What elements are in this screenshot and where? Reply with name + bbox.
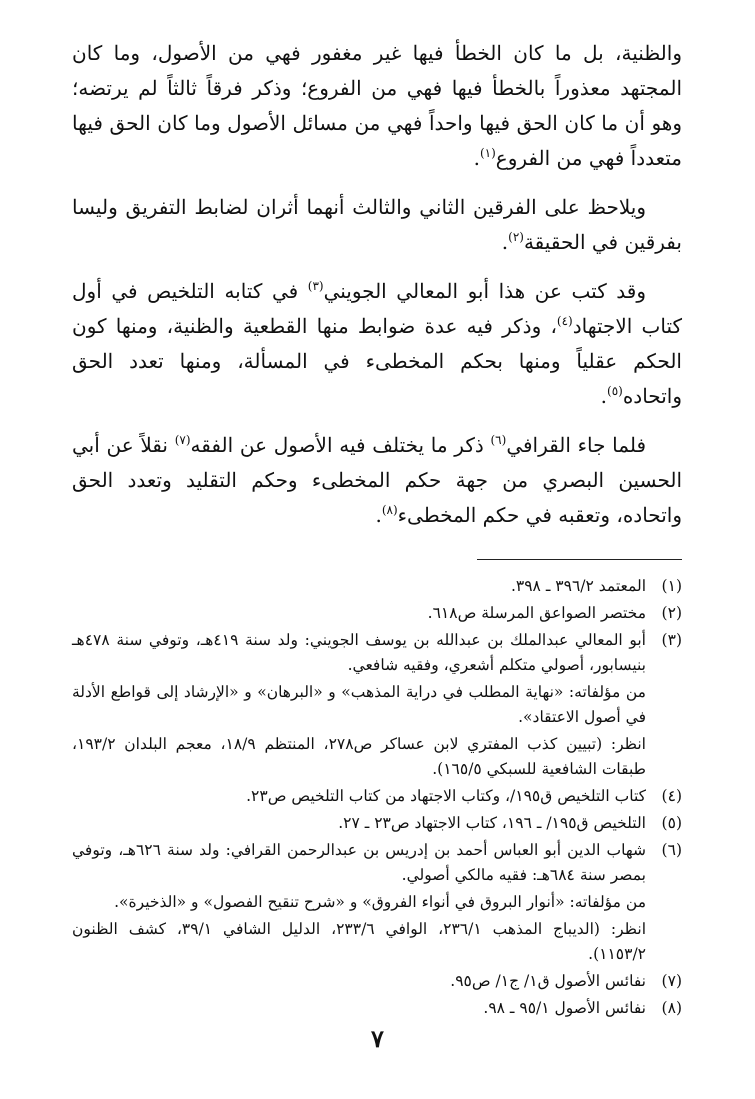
footnote-marker: (٤) (556, 314, 573, 328)
footnote-number: (٥) (661, 814, 682, 832)
footnote (72, 628, 682, 784)
footnote-text: انظر: (الديباج المذهب ٢٣٦/١، الوافي ٢٣٣/٦، الدليل الشافي ٣٩/١، كشف الظنون ١١٥٣/٢). (72, 920, 647, 963)
footnote-marker: (١) (479, 146, 496, 160)
footnote-body (72, 574, 646, 601)
page-number: ٧ (371, 1024, 384, 1053)
footnote-body (72, 628, 646, 784)
page (72, 36, 682, 1023)
paragraph-text: وقد كتب عن هذا أبو المعالي الجويني (323, 279, 647, 303)
footnote (72, 969, 682, 996)
paragraph-text: . (473, 146, 480, 170)
footnote-text: من مؤلفاته: «أنوار البروق في أنواء الفروق» و «شرح تنقيح الفصول» و «الذخيرة». (114, 893, 646, 911)
paragraph-text: ، وذكر فيه عدة ضوابط منها القطعية والظنية، ومنها كون الحكم عقلياً ومنها بحكم المخطىء في المسألة، ومنها تعدد الحق واتحاده (72, 314, 682, 408)
body-paragraph (72, 274, 682, 414)
footnote-number: (٤) (661, 787, 682, 805)
footnote-body (72, 838, 646, 969)
footnote (72, 574, 682, 601)
footnote-body (72, 969, 646, 996)
footnote-body (72, 601, 646, 628)
footnote-number: (٧) (661, 972, 682, 990)
footnote-marker: (٨) (381, 503, 398, 517)
footnote-separator (477, 559, 682, 560)
footnote-number: (١) (661, 577, 682, 595)
footnote-body (72, 996, 646, 1023)
footnote (72, 838, 682, 969)
footnote-text: مختصر الصواعق المرسلة ص٦١٨. (427, 604, 646, 622)
footnote-text: شهاب الدين أبو العباس أحمد بن إدريس بن عبدالرحمن القرافي: ولد سنة ٦٢٦هـ، وتوفي بمصر سنة ٦٨٤هـ: فقيه مالكي أصولي. (72, 841, 646, 884)
footnote (72, 996, 682, 1023)
main-text (72, 36, 682, 533)
footnote (72, 811, 682, 838)
footnote-text: المعتمد ٣٩٦/٢ ـ ٣٩٨. (510, 577, 646, 595)
footnote-text: كتاب التلخيص ق١٩٥/، وكتاب الاجتهاد من كتاب التلخيص ص٢٣. (246, 787, 646, 805)
paragraph-text: نقلاً عن أبي الحسين البصري من جهة حكم المخطىء وحكم التقليد وتعدد الحق واتحاده، وتعقبه في حكم المخطىء (72, 433, 682, 527)
footnote-text: انظر: (تبيين كذب المفتري لابن عساكر ص٢٧٨، المنتظم ١٨/٩، معجم البلدان ١٩٣/٢، طبقات الشافعية للسبكي ١٦٥/٥). (72, 735, 646, 778)
footnotes (72, 574, 682, 1023)
footnote-marker: (٢) (508, 230, 524, 244)
footnote-text: التلخيص ق١٩٥/ ـ ١٩٦، كتاب الاجتهاد ص٢٣ ـ ٢٧. (338, 814, 646, 832)
footnote-marker: (٦) (490, 433, 507, 447)
footnote-text: نفائس الأصول ق١/ ج١/ ص٩٥. (450, 972, 646, 990)
footnote-number: (٣) (661, 631, 682, 649)
body-paragraph (72, 428, 682, 533)
paragraph-text: . (375, 503, 382, 527)
body-paragraph (72, 190, 682, 260)
footnote-marker: (٣) (307, 279, 324, 293)
footnote-body (72, 811, 646, 838)
paragraph-text: والظنية، بل ما كان الخطأ فيها غير مغفور فهي من الأصول، وما كان المجتهد معذوراً بالخطأ فيها فهي من الفروع؛ وذكر فرقاً ثالثاً لم يرتضه؛ وهو أن ما كان الحق فيها واحداً فهي من مسائل الأصول وما كان الحق فيها متعدداً فهي من الفروع (72, 41, 683, 170)
footnote (72, 601, 682, 628)
footnote-marker: (٧) (174, 433, 191, 447)
footnote-body (72, 784, 646, 811)
paragraph-text: . (501, 230, 509, 254)
paragraph-text: في كتابه التلخيص في أول كتاب الاجتهاد (72, 279, 682, 338)
footnote-text: من مؤلفاته: «نهاية المطلب في دراية المذهب» و «البرهان» و «الإرشاد إلى قواطع الأدلة في أصول الاعتقاد». (72, 683, 646, 726)
paragraph-text: ذكر ما يختلف فيه الأصول عن الفقه (190, 433, 491, 457)
footnote-text: أبو المعالي عبدالملك بن عبدالله بن يوسف الجويني: ولد سنة ٤١٩هـ، وتوفي سنة ٤٧٨هـ بنيسابور، أصولي متكلم أشعري، وفقيه شافعي. (72, 631, 646, 674)
footnote-number: (٢) (661, 604, 682, 622)
footnote-text: نفائس الأصول ٩٥/١ ـ ٩٨. (483, 999, 646, 1017)
paragraph-text: ويلاحظ على الفرقين الثاني والثالث أنهما أثران لضابط التفريق وليسا بفرقين في الحقيقة (72, 195, 682, 254)
footnote-marker: (٥) (607, 384, 623, 398)
paragraph-text: . (600, 384, 607, 408)
footnote-number: (٨) (661, 999, 682, 1017)
footnote (72, 784, 682, 811)
footnote-number: (٦) (661, 841, 682, 859)
body-paragraph (72, 36, 682, 176)
paragraph-text: فلما جاء القرافي (506, 433, 647, 457)
